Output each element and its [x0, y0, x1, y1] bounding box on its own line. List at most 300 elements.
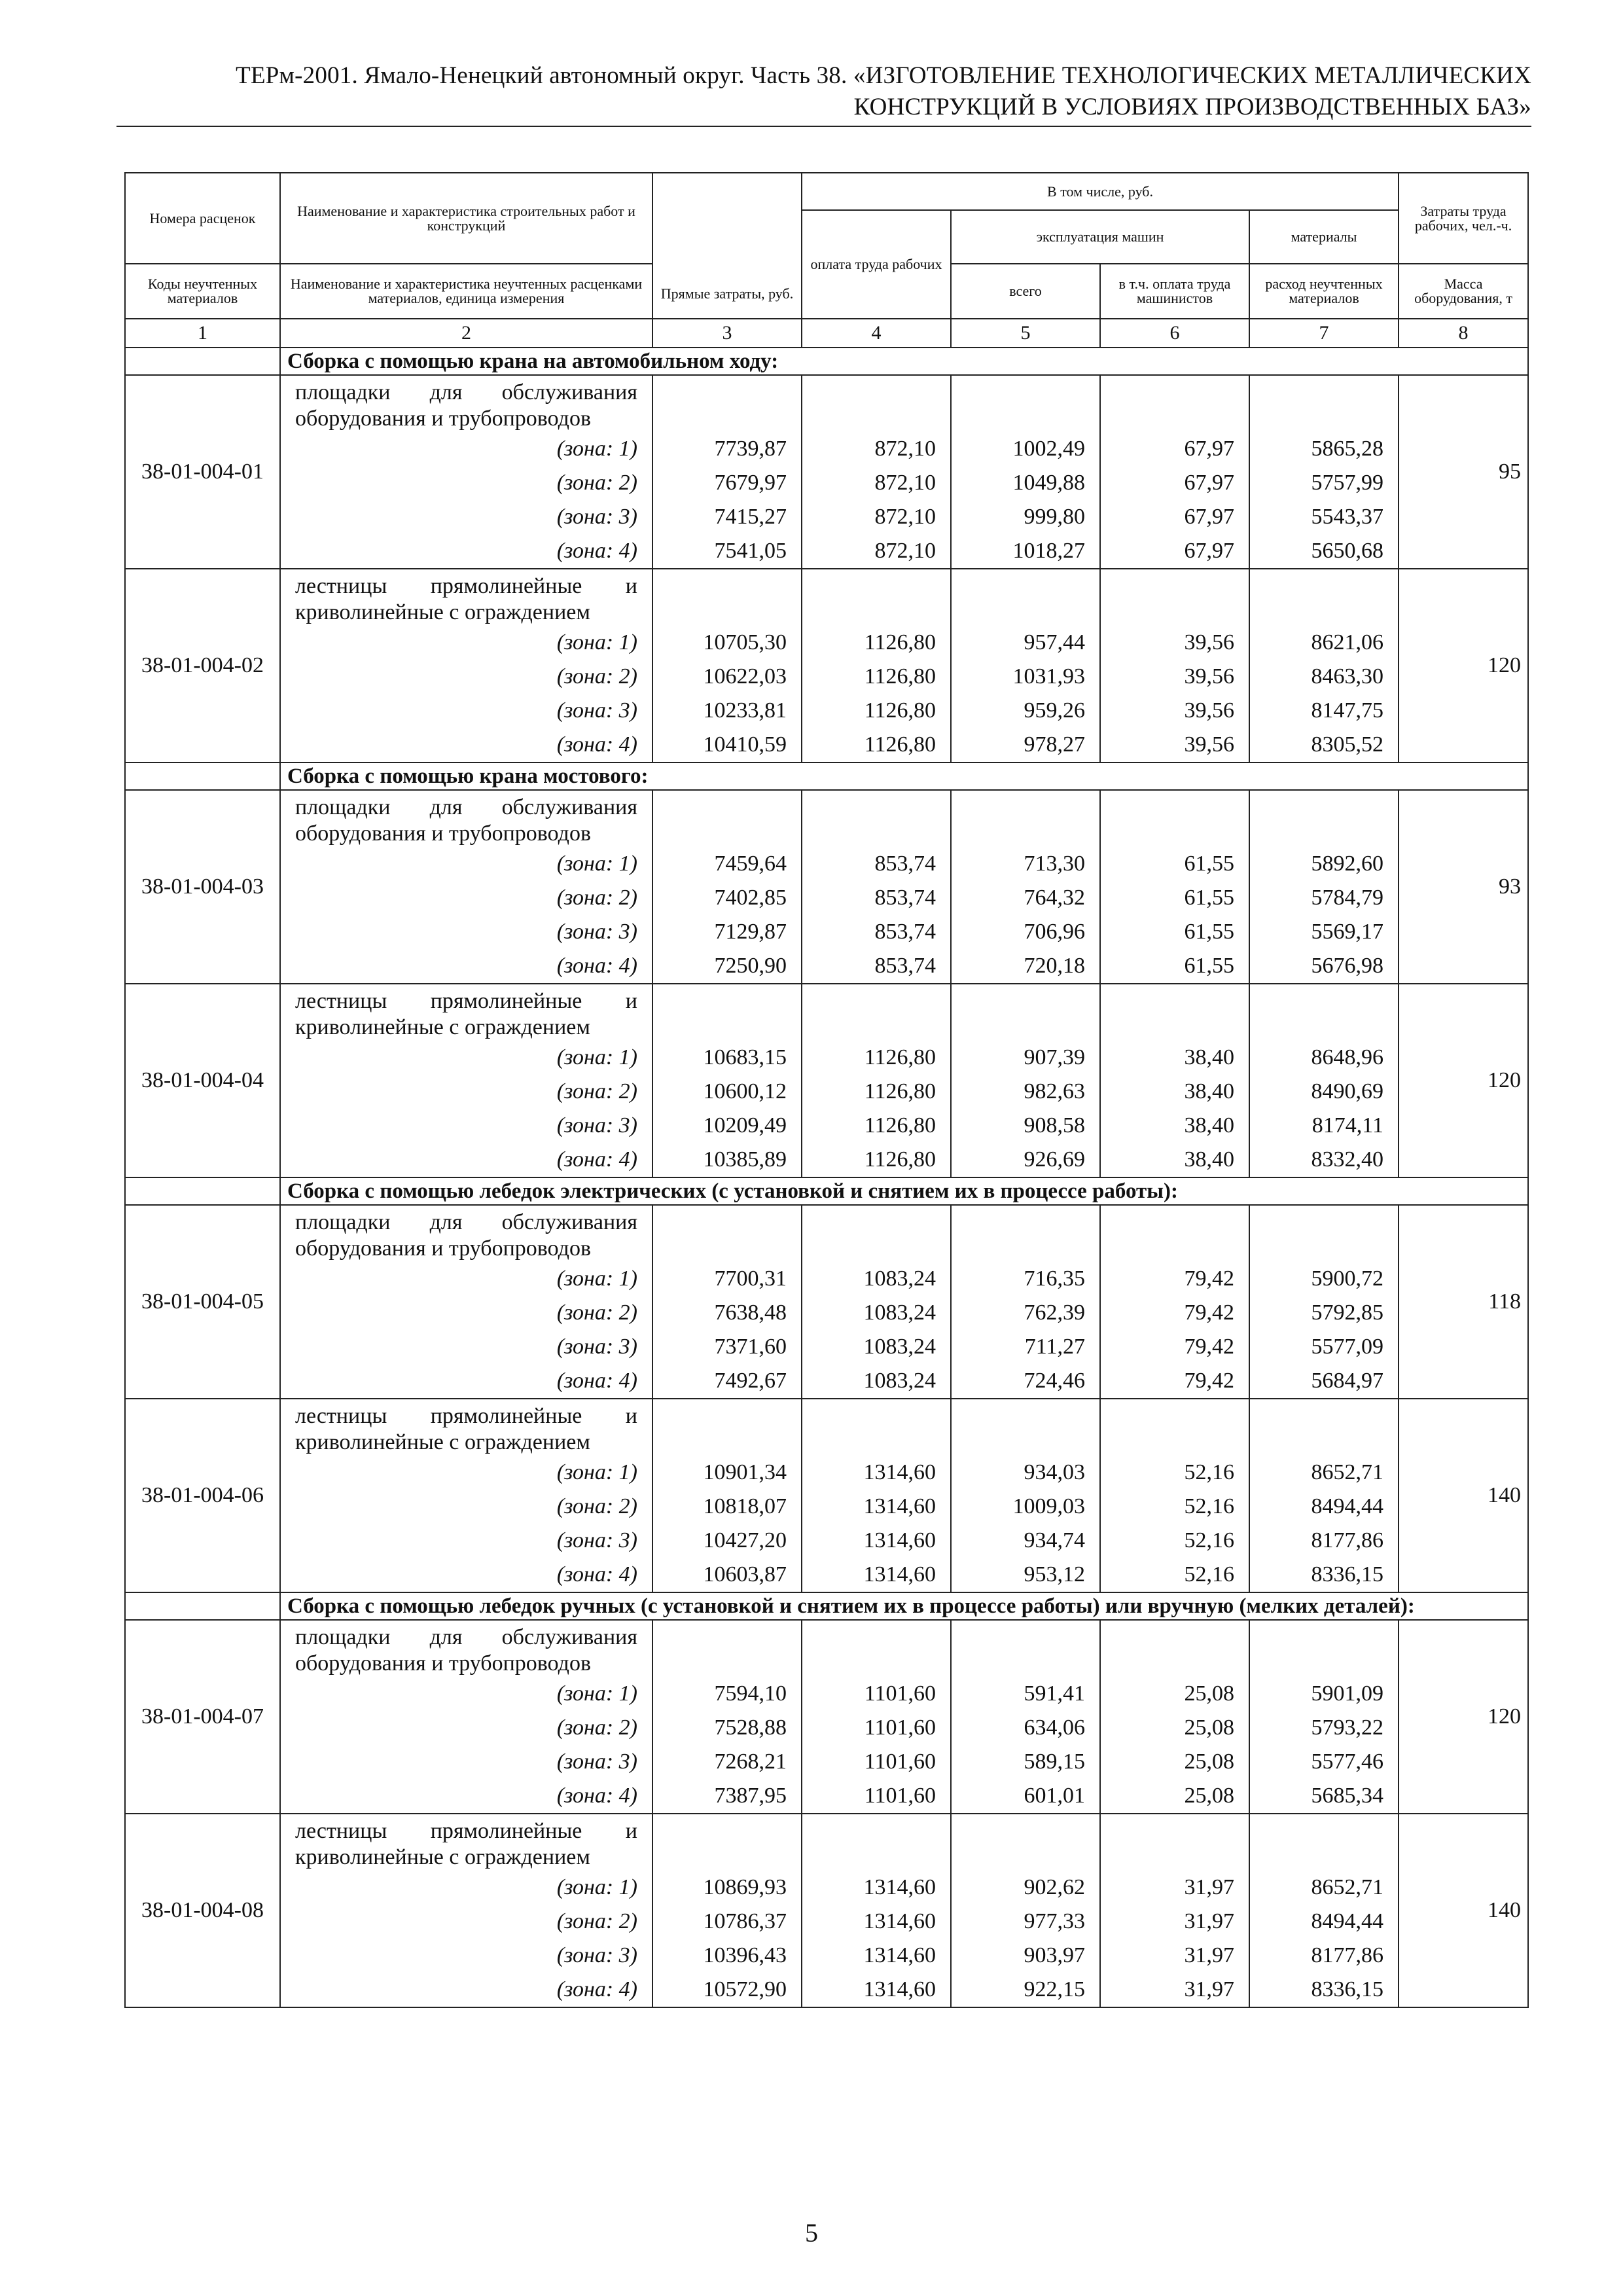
- head-unaccounted-usage: расход неучтенных материалов: [1249, 264, 1399, 319]
- direct-cost-value: 7679,97: [714, 471, 787, 495]
- direct-cost-value: 7129,87: [714, 920, 787, 944]
- cell-gap: [660, 1621, 794, 1677]
- materials-cost-value: 5757,99: [1311, 471, 1384, 495]
- machinist-pay-value: 67,97: [1184, 437, 1234, 461]
- rate-code: 38-01-004-03: [125, 790, 280, 984]
- direct-cost-value: 10410,59: [703, 732, 787, 757]
- worker-pay-value: 1101,60: [864, 1715, 936, 1740]
- machinist-pay-cell: [1100, 569, 1249, 762]
- column-number: 3: [652, 319, 802, 348]
- rate-row: [125, 1814, 1528, 2007]
- section-row: [125, 348, 1528, 375]
- worker-pay-value: 1083,24: [863, 1335, 936, 1359]
- rate-code: 38-01-004-04: [125, 984, 280, 1177]
- direct-cost-value: 7402,85: [714, 886, 787, 910]
- zone-label: (зона: 2): [556, 1079, 637, 1103]
- cell-gap: [660, 791, 794, 847]
- machinist-pay-value: 25,08: [1184, 1784, 1234, 1808]
- rate-code: 38-01-004-07: [125, 1620, 280, 1814]
- rate-code: 38-01-004-08: [125, 1814, 280, 2007]
- rate-code: 38-01-004-05: [125, 1205, 280, 1399]
- section-spacer: [125, 348, 280, 375]
- labor-cost: 120: [1399, 569, 1528, 762]
- zone-label: (зона: 2): [556, 1494, 637, 1518]
- cell-gap: [958, 1814, 1093, 1871]
- worker-pay-value: 1126,80: [864, 1113, 936, 1138]
- cell-gap: [660, 569, 794, 626]
- labor-cost: 95: [1399, 375, 1528, 569]
- head-work-name: Наименование и характеристика строительных работ и конструкций: [280, 173, 652, 264]
- machine-cost-value: 959,26: [1024, 698, 1085, 723]
- worker-pay-cell: [802, 790, 951, 984]
- worker-pay-value: 1314,60: [863, 1977, 936, 2001]
- column-number: 4: [802, 319, 951, 348]
- head-worker-pay: оплата труда рабочих: [802, 210, 951, 319]
- worker-pay-value: 1314,60: [863, 1562, 936, 1587]
- worker-pay-value: 872,10: [874, 539, 936, 563]
- rate-name: лестницы прямолинейные и криволинейные с ограждением: [295, 1819, 637, 1869]
- machinist-pay-value: 38,40: [1184, 1045, 1234, 1069]
- direct-cost-value: 10600,12: [703, 1079, 787, 1103]
- direct-cost-value: 10572,90: [703, 1977, 787, 2001]
- direct-cost-value: 10209,49: [703, 1113, 787, 1138]
- head-rate-numbers: Номера расценок: [125, 173, 280, 264]
- worker-pay-value: 1083,24: [863, 1300, 936, 1325]
- zone-label: (зона: 3): [556, 1335, 637, 1359]
- materials-cost-cell: [1249, 984, 1399, 1177]
- machinist-pay-value: 61,55: [1184, 852, 1234, 876]
- rate-name-cell: [280, 569, 652, 762]
- cell-gap: [958, 1621, 1093, 1677]
- machine-cost-value: 982,63: [1024, 1079, 1085, 1103]
- direct-cost-cell: [652, 1205, 802, 1399]
- materials-cost-value: 5865,28: [1311, 437, 1384, 461]
- worker-pay-value: 1101,60: [864, 1681, 936, 1706]
- worker-pay-value: 853,74: [874, 954, 936, 978]
- rate-name: площадки для обслуживания оборудования и трубопроводов: [295, 380, 637, 431]
- head-direct-costs: Прямые затраты, руб.: [652, 173, 802, 319]
- materials-cost-cell: [1249, 1205, 1399, 1399]
- zone-label: (зона: 2): [556, 664, 637, 689]
- worker-pay-value: 1126,80: [864, 664, 936, 689]
- direct-cost-value: 7371,60: [714, 1335, 787, 1359]
- column-number: 7: [1249, 319, 1399, 348]
- machinist-pay-value: 31,97: [1184, 1909, 1234, 1933]
- header-line-2: КОНСТРУКЦИЙ В УСЛОВИЯХ ПРОИЗВОДСТВЕННЫХ БАЗ»: [853, 94, 1531, 120]
- worker-pay-cell: [802, 984, 951, 1177]
- rate-name-cell: [280, 375, 652, 569]
- materials-cost-cell: [1249, 1814, 1399, 2007]
- materials-cost-value: 8652,71: [1311, 1460, 1384, 1484]
- direct-cost-value: 7250,90: [714, 954, 787, 978]
- machinist-pay-value: 31,97: [1184, 1943, 1234, 1967]
- machinist-pay-cell: [1100, 790, 1249, 984]
- labor-cost: 140: [1399, 1814, 1528, 2007]
- zone-label: (зона: 2): [556, 886, 637, 910]
- rate-name: площадки для обслуживания оборудования и трубопроводов: [295, 795, 637, 846]
- rate-row: [125, 1205, 1528, 1399]
- direct-cost-cell: [652, 1399, 802, 1592]
- materials-cost-value: 8336,15: [1311, 1977, 1384, 2001]
- materials-cost-value: 8177,86: [1311, 1943, 1384, 1967]
- zone-label: (зона: 1): [556, 1681, 637, 1706]
- machine-cost-value: 999,80: [1024, 505, 1085, 529]
- machinist-pay-value: 39,56: [1184, 630, 1234, 655]
- direct-cost-cell: [652, 984, 802, 1177]
- machine-cost-value: 908,58: [1024, 1113, 1085, 1138]
- cell-gap: [660, 376, 794, 432]
- materials-cost-value: 5577,46: [1311, 1749, 1384, 1774]
- rates-table: [124, 172, 1529, 2008]
- materials-cost-value: 5543,37: [1311, 505, 1384, 529]
- head-machinist-pay: в т.ч. оплата труда машинистов: [1100, 264, 1249, 319]
- materials-cost-value: 5792,85: [1311, 1300, 1384, 1325]
- zone-label: (зона: 4): [556, 1147, 637, 1172]
- head-machine-operation: эксплуатация машин: [951, 210, 1249, 264]
- cell-gap: [809, 1399, 944, 1456]
- direct-cost-value: 7528,88: [714, 1715, 787, 1740]
- worker-pay-value: 853,74: [874, 920, 936, 944]
- cell-gap: [958, 1206, 1093, 1262]
- direct-cost-value: 10901,34: [703, 1460, 787, 1484]
- machine-cost-cell: [951, 984, 1100, 1177]
- machinist-pay-value: 67,97: [1184, 539, 1234, 563]
- head-row-1: [125, 173, 1528, 210]
- worker-pay-value: 853,74: [874, 852, 936, 876]
- machinist-pay-value: 39,56: [1184, 698, 1234, 723]
- worker-pay-value: 1126,80: [864, 698, 936, 723]
- zone-label: (зона: 3): [556, 1113, 637, 1138]
- cell-gap: [1107, 984, 1242, 1041]
- zone-label: (зона: 1): [556, 1875, 637, 1899]
- zone-label: (зона: 2): [556, 1300, 637, 1325]
- machine-cost-value: 716,35: [1024, 1266, 1085, 1291]
- head-equipment-mass: Масса оборудования, т: [1399, 264, 1528, 319]
- direct-cost-value: 10683,15: [703, 1045, 787, 1069]
- machine-cost-value: 953,12: [1024, 1562, 1085, 1587]
- machinist-pay-value: 67,97: [1184, 471, 1234, 495]
- machine-cost-value: 764,32: [1024, 886, 1085, 910]
- machinist-pay-cell: [1100, 1399, 1249, 1592]
- section-title: Сборка с помощью крана на автомобильном ходу:: [280, 348, 1528, 375]
- worker-pay-cell: [802, 375, 951, 569]
- materials-cost-cell: [1249, 1620, 1399, 1814]
- machinist-pay-value: 25,08: [1184, 1715, 1234, 1740]
- worker-pay-value: 1314,60: [863, 1494, 936, 1518]
- worker-pay-cell: [802, 1620, 951, 1814]
- machine-cost-value: 1009,03: [1012, 1494, 1085, 1518]
- direct-cost-value: 7594,10: [714, 1681, 787, 1706]
- cell-gap: [1107, 1399, 1242, 1456]
- zone-label: (зона: 3): [556, 1749, 637, 1774]
- worker-pay-cell: [802, 1399, 951, 1592]
- direct-cost-value: 7700,31: [714, 1266, 787, 1291]
- machinist-pay-value: 31,97: [1184, 1977, 1234, 2001]
- cell-gap: [660, 1206, 794, 1262]
- column-number: 5: [951, 319, 1100, 348]
- header-line-1: ТЕРм-2001. Ямало-Ненецкий автономный округ. Часть 38. «ИЗГОТОВЛЕНИЕ ТЕХНОЛОГИЧЕСКИХ МЕТАЛЛИЧЕСКИХ: [236, 62, 1531, 89]
- materials-cost-value: 8147,75: [1311, 698, 1384, 723]
- worker-pay-cell: [802, 1205, 951, 1399]
- worker-pay-cell: [802, 569, 951, 762]
- worker-pay-value: 1314,60: [863, 1460, 936, 1484]
- worker-pay-value: 1314,60: [863, 1909, 936, 1933]
- rate-name-cell: [280, 1814, 652, 2007]
- machinist-pay-cell: [1100, 1205, 1249, 1399]
- machine-cost-cell: [951, 1205, 1100, 1399]
- column-number: 6: [1100, 319, 1249, 348]
- machine-cost-value: 713,30: [1024, 852, 1085, 876]
- section-spacer: [125, 762, 280, 790]
- zone-label: (зона: 3): [556, 505, 637, 529]
- section-spacer: [125, 1592, 280, 1620]
- zone-label: (зона: 1): [556, 1460, 637, 1484]
- machinist-pay-value: 52,16: [1184, 1528, 1234, 1552]
- section-spacer: [125, 1177, 280, 1205]
- cell-gap: [660, 984, 794, 1041]
- cell-gap: [809, 569, 944, 626]
- zone-label: (зона: 4): [556, 954, 637, 978]
- worker-pay-value: 1101,60: [864, 1784, 936, 1808]
- cell-gap: [958, 791, 1093, 847]
- section-row: [125, 1592, 1528, 1620]
- direct-cost-cell: [652, 1814, 802, 2007]
- head-including: В том числе, руб.: [802, 173, 1399, 210]
- materials-cost-cell: [1249, 375, 1399, 569]
- worker-pay-value: 872,10: [874, 505, 936, 529]
- head-labor-costs: Затраты труда рабочих, чел.-ч.: [1399, 173, 1528, 264]
- worker-pay-value: 1101,60: [864, 1749, 936, 1774]
- materials-cost-value: 8463,30: [1311, 664, 1384, 689]
- materials-cost-value: 5892,60: [1311, 852, 1384, 876]
- cell-gap: [809, 1621, 944, 1677]
- worker-pay-value: 1083,24: [863, 1266, 936, 1291]
- rate-name: лестницы прямолинейные и криволинейные с ограждением: [295, 574, 637, 624]
- direct-cost-value: 7541,05: [714, 539, 787, 563]
- cell-gap: [1107, 1621, 1242, 1677]
- materials-cost-cell: [1249, 1399, 1399, 1592]
- column-numbers-row: [125, 319, 1528, 348]
- machinist-pay-value: 61,55: [1184, 920, 1234, 944]
- section-title: Сборка с помощью лебедок ручных (с установкой и снятием их в процессе работы) или вручную (мелких деталей):: [280, 1592, 1528, 1620]
- machine-cost-value: 957,44: [1024, 630, 1085, 655]
- direct-cost-value: 10385,89: [703, 1147, 787, 1172]
- materials-cost-value: 5901,09: [1311, 1681, 1384, 1706]
- direct-cost-value: 7268,21: [714, 1749, 787, 1774]
- rate-row: [125, 569, 1528, 762]
- materials-cost-value: 5650,68: [1311, 539, 1384, 563]
- cell-gap: [660, 1814, 794, 1871]
- machinist-pay-value: 25,08: [1184, 1749, 1234, 1774]
- direct-cost-value: 10786,37: [703, 1909, 787, 1933]
- machine-cost-value: 711,27: [1024, 1335, 1085, 1359]
- zone-label: (зона: 2): [556, 1909, 637, 1933]
- rate-name-cell: [280, 790, 652, 984]
- machinist-pay-value: 38,40: [1184, 1079, 1234, 1103]
- machine-cost-cell: [951, 1620, 1100, 1814]
- machine-cost-value: 1002,49: [1012, 437, 1085, 461]
- machinist-pay-value: 61,55: [1184, 954, 1234, 978]
- direct-cost-value: 10396,43: [703, 1943, 787, 1967]
- machine-cost-cell: [951, 375, 1100, 569]
- materials-cost-value: 8621,06: [1311, 630, 1384, 655]
- column-number: 8: [1399, 319, 1528, 348]
- machinist-pay-value: 79,42: [1184, 1266, 1234, 1291]
- materials-cost-value: 5684,97: [1311, 1369, 1384, 1393]
- column-number: 1: [125, 319, 280, 348]
- materials-cost-value: 8648,96: [1311, 1045, 1384, 1069]
- labor-cost: 118: [1399, 1205, 1528, 1399]
- direct-cost-value: 10869,93: [703, 1875, 787, 1899]
- zone-label: (зона: 1): [556, 1266, 637, 1291]
- materials-cost-value: 8336,15: [1311, 1562, 1384, 1587]
- cell-gap: [1257, 791, 1391, 847]
- machinist-pay-value: 39,56: [1184, 732, 1234, 757]
- machinist-pay-value: 61,55: [1184, 886, 1234, 910]
- section-row: [125, 762, 1528, 790]
- rate-row: [125, 1399, 1528, 1592]
- zone-label: (зона: 4): [556, 539, 637, 563]
- cell-gap: [809, 376, 944, 432]
- rate-name-cell: [280, 1399, 652, 1592]
- zone-label: (зона: 4): [556, 1784, 637, 1808]
- direct-cost-value: 7415,27: [714, 505, 787, 529]
- materials-cost-value: 8652,71: [1311, 1875, 1384, 1899]
- page-header: [116, 60, 1531, 123]
- materials-cost-value: 5577,09: [1311, 1335, 1384, 1359]
- machinist-pay-value: 39,56: [1184, 664, 1234, 689]
- machine-cost-value: 591,41: [1024, 1681, 1085, 1706]
- cell-gap: [1257, 1206, 1391, 1262]
- zone-label: (зона: 1): [556, 437, 637, 461]
- materials-cost-value: 8332,40: [1311, 1147, 1384, 1172]
- worker-pay-value: 1314,60: [863, 1528, 936, 1552]
- page-number: 5: [805, 2218, 818, 2248]
- worker-pay-value: 1126,80: [864, 1147, 936, 1172]
- materials-cost-value: 8494,44: [1311, 1909, 1384, 1933]
- cell-gap: [1257, 984, 1391, 1041]
- machine-cost-value: 601,01: [1024, 1784, 1085, 1808]
- rate-name-cell: [280, 1620, 652, 1814]
- machinist-pay-value: 25,08: [1184, 1681, 1234, 1706]
- materials-cost-value: 5793,22: [1311, 1715, 1384, 1740]
- machine-cost-value: 922,15: [1024, 1977, 1085, 2001]
- worker-pay-value: 1126,80: [864, 732, 936, 757]
- worker-pay-value: 1083,24: [863, 1369, 936, 1393]
- machine-cost-value: 902,62: [1024, 1875, 1085, 1899]
- cell-gap: [1107, 1206, 1242, 1262]
- zone-label: (зона: 4): [556, 1562, 637, 1587]
- zone-label: (зона: 4): [556, 732, 637, 757]
- labor-cost: 120: [1399, 1620, 1528, 1814]
- direct-cost-cell: [652, 1620, 802, 1814]
- head-materials: материалы: [1249, 210, 1399, 264]
- materials-cost-value: 8174,11: [1311, 1113, 1384, 1138]
- cell-gap: [958, 569, 1093, 626]
- zone-label: (зона: 3): [556, 920, 637, 944]
- rate-row: [125, 1620, 1528, 1814]
- machinist-pay-value: 79,42: [1184, 1369, 1234, 1393]
- machine-cost-value: 706,96: [1024, 920, 1085, 944]
- cell-gap: [1107, 791, 1242, 847]
- machinist-pay-value: 79,42: [1184, 1335, 1234, 1359]
- machinist-pay-cell: [1100, 984, 1249, 1177]
- materials-cost-value: 5685,34: [1311, 1784, 1384, 1808]
- direct-cost-cell: [652, 375, 802, 569]
- section-title: Сборка с помощью лебедок электрических (с установкой и снятием их в процессе работы):: [280, 1177, 1528, 1205]
- cell-gap: [958, 1399, 1093, 1456]
- direct-cost-value: 10233,81: [703, 698, 787, 723]
- cell-gap: [958, 984, 1093, 1041]
- materials-cost-cell: [1249, 790, 1399, 984]
- section-row: [125, 1177, 1528, 1205]
- materials-cost-value: 8490,69: [1311, 1079, 1384, 1103]
- zone-label: (зона: 2): [556, 471, 637, 495]
- cell-gap: [1107, 1814, 1242, 1871]
- direct-cost-value: 10705,30: [703, 630, 787, 655]
- labor-cost: 93: [1399, 790, 1528, 984]
- machinist-pay-cell: [1100, 1814, 1249, 2007]
- cell-gap: [1257, 1399, 1391, 1456]
- cell-gap: [809, 984, 944, 1041]
- rate-name-cell: [280, 1205, 652, 1399]
- machine-cost-cell: [951, 790, 1100, 984]
- machine-cost-cell: [951, 1399, 1100, 1592]
- direct-cost-value: 7387,95: [714, 1784, 787, 1808]
- zone-label: (зона: 3): [556, 1943, 637, 1967]
- cell-gap: [809, 1814, 944, 1871]
- section-title: Сборка с помощью крана мостового:: [280, 762, 1528, 790]
- worker-pay-value: 1314,60: [863, 1875, 936, 1899]
- machine-cost-value: 1018,27: [1012, 539, 1085, 563]
- direct-cost-value: 10622,03: [703, 664, 787, 689]
- zone-label: (зона: 1): [556, 630, 637, 655]
- machine-cost-cell: [951, 569, 1100, 762]
- cell-gap: [809, 791, 944, 847]
- rate-name: площадки для обслуживания оборудования и трубопроводов: [295, 1625, 637, 1676]
- direct-cost-value: 10818,07: [703, 1494, 787, 1518]
- machine-cost-value: 589,15: [1024, 1749, 1085, 1774]
- direct-cost-value: 7492,67: [714, 1369, 787, 1393]
- rate-name: площадки для обслуживания оборудования и трубопроводов: [295, 1210, 637, 1261]
- materials-cost-value: 5676,98: [1311, 954, 1384, 978]
- machine-cost-cell: [951, 1814, 1100, 2007]
- machine-cost-value: 762,39: [1024, 1300, 1085, 1325]
- rate-row: [125, 375, 1528, 569]
- cell-gap: [1257, 1814, 1391, 1871]
- machinist-pay-value: 38,40: [1184, 1113, 1234, 1138]
- machinist-pay-value: 52,16: [1184, 1562, 1234, 1587]
- head-unaccounted-name: Наименование и характеристика неучтенных расценками материалов, единица измерения: [280, 264, 652, 319]
- machinist-pay-value: 52,16: [1184, 1460, 1234, 1484]
- machine-cost-value: 934,03: [1024, 1460, 1085, 1484]
- direct-cost-cell: [652, 569, 802, 762]
- labor-cost: 140: [1399, 1399, 1528, 1592]
- worker-pay-cell: [802, 1814, 951, 2007]
- zone-label: (зона: 3): [556, 1528, 637, 1552]
- machine-cost-value: 926,69: [1024, 1147, 1085, 1172]
- head-machine-total: всего: [951, 264, 1100, 319]
- zone-label: (зона: 3): [556, 698, 637, 723]
- rate-row: [125, 790, 1528, 984]
- zone-label: (зона: 1): [556, 1045, 637, 1069]
- column-number: 2: [280, 319, 652, 348]
- cell-gap: [1257, 569, 1391, 626]
- worker-pay-value: 1314,60: [863, 1943, 936, 1967]
- machinist-pay-value: 31,97: [1184, 1875, 1234, 1899]
- rate-name: лестницы прямолинейные и криволинейные с ограждением: [295, 989, 637, 1039]
- cell-gap: [958, 376, 1093, 432]
